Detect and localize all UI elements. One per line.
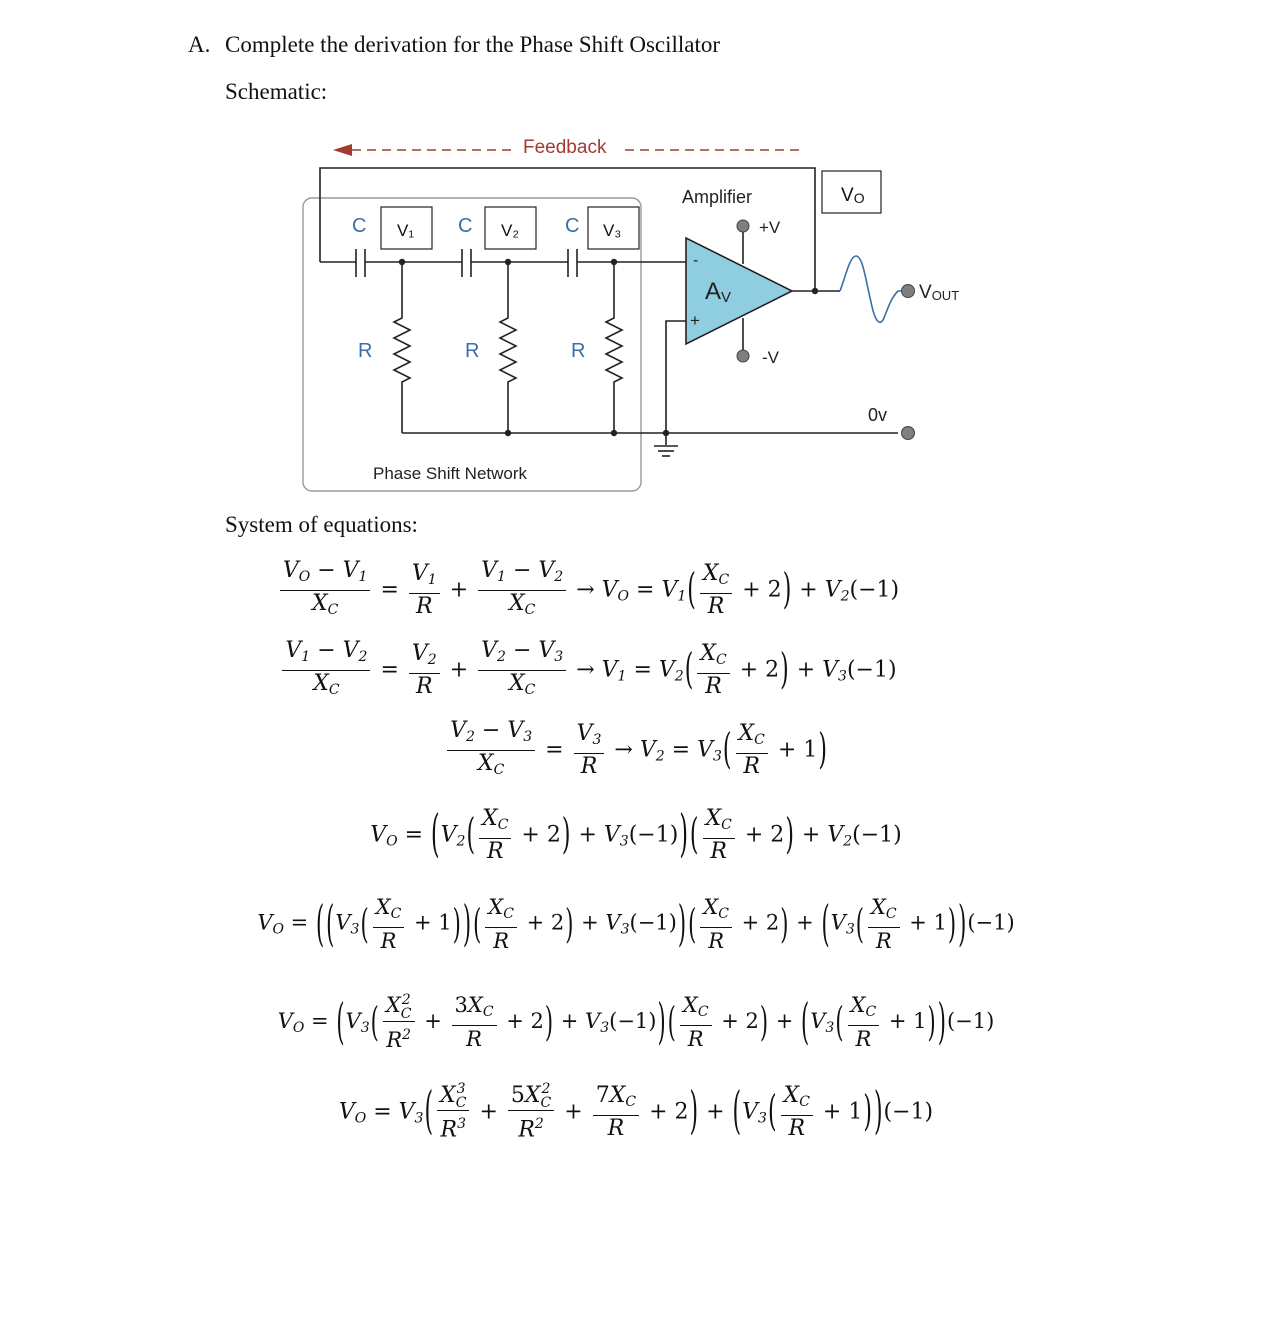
equation-3: $\frac{V_2 - V_3}{X_C}$ = $\frac{V_3}{R}$ → $V_2 = V_3$( $\frac{X_C}{R}$ + 1) xyxy=(4,718,1264,783)
sine-wave xyxy=(840,256,902,322)
phase-shift-schematic xyxy=(0,0,1264,510)
section-title: Complete the derivation for the Phase Shift Oscillator xyxy=(225,32,721,57)
equation-4: $V_O = (V_2$( $\frac{X_C}{R}$ + $2) + V_3(-1)$)( $\frac{X_C}{R}$ + $2) + V_2(-1)$ xyxy=(370,806,902,865)
vminus-terminal xyxy=(737,350,749,362)
feedback-arrow-head xyxy=(333,144,352,156)
res-label-2: R xyxy=(465,340,480,362)
node-dot-5 xyxy=(611,430,617,436)
equation-1: $\frac{V_O - V_1}{X_C}$ = $\frac{V_1}{R}$ + $\frac{V_1 - V_2}{X_C}$ → $V_O = V_1$( $\frac{X_C}{R}$ + $2) + V_2(-1)$ xyxy=(0,558,1220,623)
ground-symbol xyxy=(654,446,678,456)
ground-label: 0v xyxy=(868,405,888,425)
equation-5: $V_O = ((V_3$( $\frac{X_C}{R}$ + 1))( $\frac{X_C}{R}$ + $2) + V_3(-1)$)( $\frac{X_C}{R}$ + $2) + (V_3$( $\frac{X_C}{R}$ + 1))(−1) xyxy=(257,895,1015,953)
equation-7: $V_O = V_3$( X3 C $R^3$ + 5X2 C $R^2$ + $\frac{7X_C}{R}$ + $2) + (V_3$( $\frac{X_C}{R}$ + 1))(−1) xyxy=(338,1081,934,1143)
amplifier-label: Amplifier xyxy=(682,187,753,207)
system-label: System of equations: xyxy=(225,512,418,537)
resistor-2 xyxy=(500,262,516,433)
res-label-3: R xyxy=(571,340,586,362)
vo-box-label: VO xyxy=(841,185,865,206)
gain-label: AV xyxy=(705,278,732,306)
feedback-label: Feedback xyxy=(523,137,607,158)
vplus-label: +V xyxy=(759,218,781,237)
vout-label: VOUT xyxy=(919,282,960,303)
resistor-1 xyxy=(394,262,410,433)
section-marker: A. xyxy=(188,32,211,57)
cap-label-2: C xyxy=(458,215,473,237)
amplifier-triangle xyxy=(686,238,792,344)
schematic-label: Schematic: xyxy=(225,79,328,104)
network-label: Phase Shift Network xyxy=(373,464,528,483)
cap-label-1: C xyxy=(352,215,367,237)
vminus-label: -V xyxy=(762,348,779,367)
ground-terminal xyxy=(902,427,915,440)
plus-input-label: + xyxy=(690,311,700,330)
equation-6: $V_O = (V_3$( X2 C $R^2$ + $\frac{3X_C}{R}$ + $2) + V_3(-1)$)( $\frac{X_C}{R}$ + $2) + (V_3$( $\frac{X_C}{R}$ + 1))(−1) xyxy=(277,991,995,1052)
vout-terminal xyxy=(902,285,915,298)
node-dot-4 xyxy=(505,430,511,436)
vplus-terminal xyxy=(737,220,749,232)
v3-label: V₃ xyxy=(603,221,622,240)
equation-2: $\frac{V_1 - V_2}{X_C}$ = $\frac{V_2}{R}$ + $\frac{V_2 - V_3}{X_C}$ → $V_1 = V_2$( $\frac{X_C}{R}$ + $2) + V_3(-1)$ xyxy=(0,638,1220,703)
minus-input-label: - xyxy=(693,252,699,269)
res-label-1: R xyxy=(358,340,373,362)
v2-label: V₂ xyxy=(501,221,519,240)
resistor-3 xyxy=(606,262,622,433)
cap-label-3: C xyxy=(565,215,580,237)
plus-input-wire xyxy=(666,321,686,445)
v1-label: V₁ xyxy=(397,221,415,240)
output-node-dot xyxy=(812,288,818,294)
